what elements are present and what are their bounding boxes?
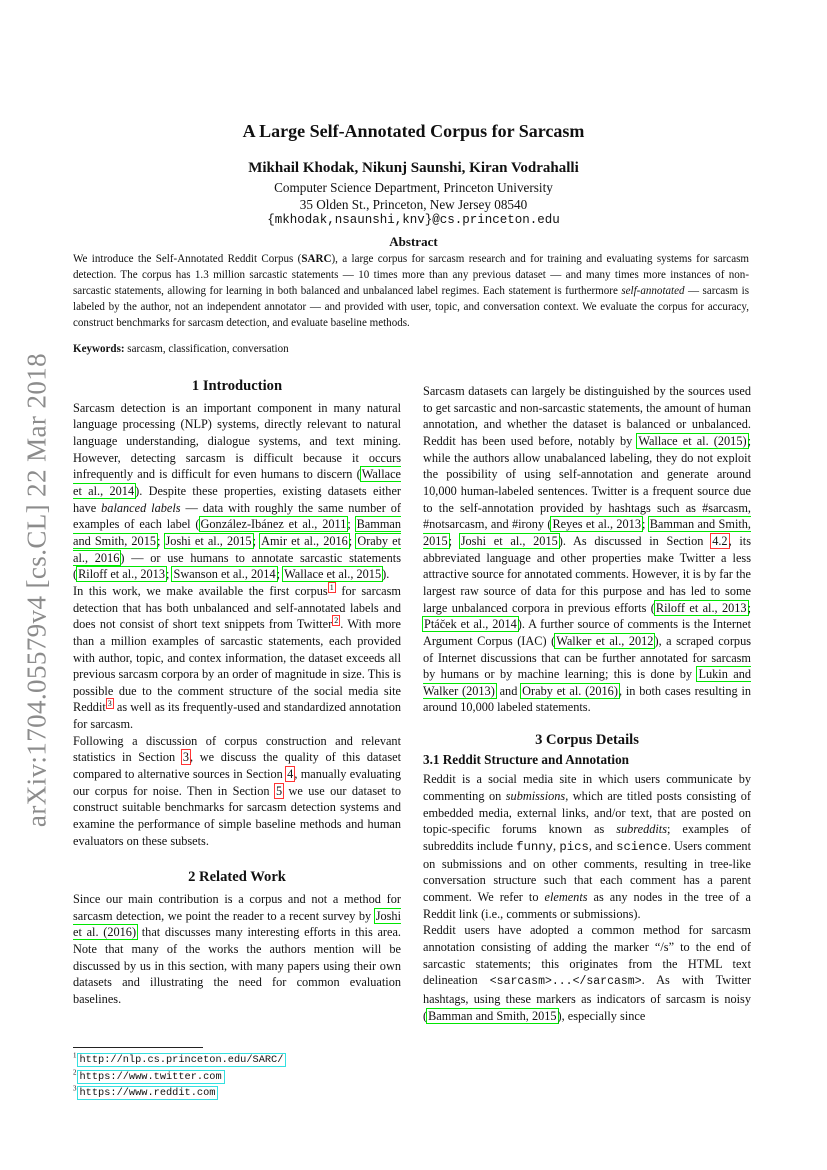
footnote-2: $^2$ https://www.twitter.com <box>73 1069 286 1086</box>
section-heading-corpus-details: 3 Corpus Details <box>535 732 639 749</box>
right-column <box>423 383 751 1024</box>
corpus-paragraph-2: Reddit users have adopted a common method for sarcasm annotation consisting of adding the marker “/s” to the end of sarcastic statements; this originates from the HTML text delineation <sarcasm>...</sarcasm>. As with Twitter hashtags, using these markers as indicators of sarcasm is noisy (Bamman and Smith, 2015), especially since <box>423 923 751 1023</box>
section-heading-introduction: 1 Introduction <box>191 378 283 394</box>
intro-paragraph-1: Sarcasm detection is an important component in many natural language processing (NLP) systems, directly relevant to natural language understanding, dialogue systems, and text mining. However, detecting sarcasm is difficult because it occurs infrequently and is difficult for even humans to discern (Wallace et al., 2014). Despite these properties, existing datasets either have balanced labels — data with roughly the same number of examples of each label (González-Ibánez et al., 2011; Bamman and Smith, 2015; Joshi et al., 2015; Amir et al., 2016; Oraby et al., 2016) — or use humans to annotate sarcastic statements (Riloff et al., 2013; Swanson et al., 2014; Wallace et al., 2015). <box>73 400 402 582</box>
related-paragraph-2: Sarcasm datasets can largely be distinguished by the sources used to get sarcastic and non-sarcastic statements, the amount of human annotation, and whether the dataset is balanced or unbalanced. Reddit has been used before, notably by Wallace et al. (2015); while the authors allow unabalanced labeling, they do not exploit the possibility of using self-annotation and generate around 10,000 human-labeled sentences. Twitter is a frequent source due to the self-annotation provided by hashtags such as #sarcasm, #notsarcasm, and #irony (Reyes et al., 2013; Bamman and Smith, 2015; Joshi et al., 2015). As discussed in Section 4.2, its abbreviated language and other properties make Twitter a less attractive source for annotated comments. However, it is by far the largest raw source of data for this purpose and has led to some large unbalanced corpora in previous efforts (Riloff et al., 2013; Ptáček et al., 2014). A further source of comments is the Internet Argument Corpus (IAC) (Walker et al., 2012), a scraped corpus of Internet discussions that can be further annotated for sarcasm by humans or by machine learning; this is done by Lukin and Walker (2013) and Oraby et al. (2016), in both cases resulting in around 10,000 labeled statements. <box>423 384 752 715</box>
abstract-heading: Abstract <box>389 234 438 249</box>
citation-link[interactable]: Wallace et al., 2015 <box>284 567 382 582</box>
footnote-marker[interactable]: 2 <box>334 616 339 626</box>
citation-link[interactable]: Riloff et al., 2013 <box>655 600 747 615</box>
citation-link[interactable]: Walker et al., 2012 <box>556 633 654 648</box>
citation-link[interactable]: Riloff et al., 2013 <box>78 567 165 582</box>
citation-link[interactable]: Joshi et al., 2015 <box>165 533 252 548</box>
intro-paragraph-2: In this work, we make available the first corpus $^1$ for sarcasm detection that has both unbalanced and self-annotated labels and does not consist of short text snippets from Twitter $^2$ . With more than a million examples of sarcastic statements, each provided with author, topic, and contex information, the dataset exceeds all previous sarcasm corpora by an order of magnitude in size. This is possible due to the comment structure of the social media site Reddit $^3$ as well as its frequently-used and standardized annotation for sarcasm. <box>73 582 401 732</box>
section-ref-link[interactable]: 4.2 <box>712 533 728 548</box>
footnotes <box>73 1052 286 1102</box>
citation-link[interactable]: Oraby et al. (2016) <box>522 683 618 698</box>
footnote-1: $^1$ http://nlp.cs.princeton.edu/SARC/ <box>73 1052 286 1069</box>
affiliation-address: 35 Olden St., Princeton, New Jersey 08540 <box>299 197 528 212</box>
arxiv-identifier: arXiv:1704.05579v4 [cs.CL] 22 Mar 2018 <box>21 352 52 828</box>
footnote-3: $^3$ https://www.reddit.com <box>73 1085 286 1102</box>
section-heading-related-work: 2 Related Work <box>188 869 286 886</box>
keywords: Keywords: sarcasm, classification, conversation <box>73 343 289 355</box>
citation-link[interactable]: Bamman and Smith, 2015 <box>428 1008 557 1023</box>
citation-link[interactable]: Lukin and Walker (2013) <box>423 667 751 698</box>
citation-link[interactable]: Amir et al., 2016 <box>261 533 348 548</box>
left-column <box>73 378 401 1008</box>
citation-link[interactable]: Wallace et al., 2014 <box>73 467 401 498</box>
sarc-acronym: SARC <box>301 253 332 265</box>
abstract-body: We introduce the Self-Annotated Reddit Corpus (SARC), a large corpus for sarcasm research and for training and evaluating systems for sarcasm detection. The corpus has 1.3 million sarcastic statements — 10 times more than any previous dataset — and many times more instances of non-sarcastic statements, allowing for learning in both balanced and unbalanced label regimes. Each statement is furthermore self-annotated — sarcasm is labeled by the author, not an independent annotator — and provided with user, topic, and conversation context. We evaluate the corpus for accuracy, construct benchmarks for sarcasm detection, and evaluate baseline methods. <box>73 253 749 329</box>
section-ref-link[interactable]: 5 <box>275 783 283 798</box>
citation-link[interactable]: Reyes et al., 2013 <box>552 517 641 532</box>
citation-link[interactable]: Oraby et al., 2016 <box>73 533 402 565</box>
citation-link[interactable]: Joshi et al. (2016) <box>73 908 401 940</box>
paper-title: A Large Self-Annotated Corpus for Sarcasm <box>242 121 585 141</box>
affiliation-email: {mkhodak,nsaunshi,knv}@cs.princeton.edu <box>267 213 560 227</box>
paper-authors: Mikhail Khodak, Nikunj Saunshi, Kiran Vodrahalli <box>248 160 579 176</box>
citation-link[interactable]: Bamman and Smith, 2015 <box>73 517 401 548</box>
arxiv-sidebar <box>14 310 60 870</box>
footnote-url-link[interactable]: https://www.reddit.com <box>77 1086 219 1100</box>
footnote-marker[interactable]: 1 <box>329 582 334 592</box>
citation-link[interactable]: Ptáček et al., 2014 <box>424 617 517 632</box>
section-ref-link[interactable]: 3 <box>182 750 189 765</box>
citation-link[interactable]: Swanson et al., 2014 <box>173 567 276 582</box>
citation-link[interactable]: Bamman and Smith, 2015 <box>423 517 751 548</box>
footnote-url-link[interactable]: https://www.twitter.com <box>77 1070 225 1084</box>
section-ref-link[interactable]: 4 <box>287 767 294 782</box>
corpus-paragraph-1: Reddit is a social media site in which users communicate by commenting on submissions, which are titled posts consisting of embedded media, external links, and/or text, that are posted on topic-specific forums known as subreddits; examples of subreddits include funny, pics, and science. Users comment on submissions and on other comments, resulting in tree-like conversation structure such that each comment has a parent comment. We refer to elements as any nodes in the tree of a Reddit link (i.e., comments or submissions). <box>423 772 751 921</box>
citation-link[interactable]: Joshi et al., 2015 <box>460 533 558 548</box>
footnote-url-link[interactable]: http://nlp.cs.princeton.edu/SARC/ <box>77 1053 287 1067</box>
related-paragraph-1: Since our main contribution is a corpus and not a method for sarcasm detection, we point the reader to a recent survey by Joshi et al. (2016) that discusses many interesting efforts in this area. Note that many of the works the authors mention will be discussed by us in this section, with many papers using their own datasets and illustrating the need for common evaluation baselines. <box>73 892 401 1006</box>
subsection-heading: 3.1 Reddit Structure and Annotation <box>423 751 630 767</box>
affiliation-dept: Computer Science Department, Princeton University <box>274 180 553 195</box>
footnote-marker[interactable]: 3 <box>107 699 112 709</box>
citation-link[interactable]: Wallace et al. (2015) <box>638 433 747 448</box>
footnote-rule <box>73 1047 203 1048</box>
intro-paragraph-3: Following a discussion of corpus construction and relevant statistics in Section 3, we discuss the quality of this dataset compared to alternative sources in Section 4, manually evaluating our corpus for noise. Then in Section 5 we use our dataset to construct suitable benchmarks for sarcasm detection systems and examine the performance of simple baseline methods and human evaluators on these subsets. <box>73 733 401 848</box>
citation-link[interactable]: González-Ibánez et al., 2011 <box>200 517 347 532</box>
